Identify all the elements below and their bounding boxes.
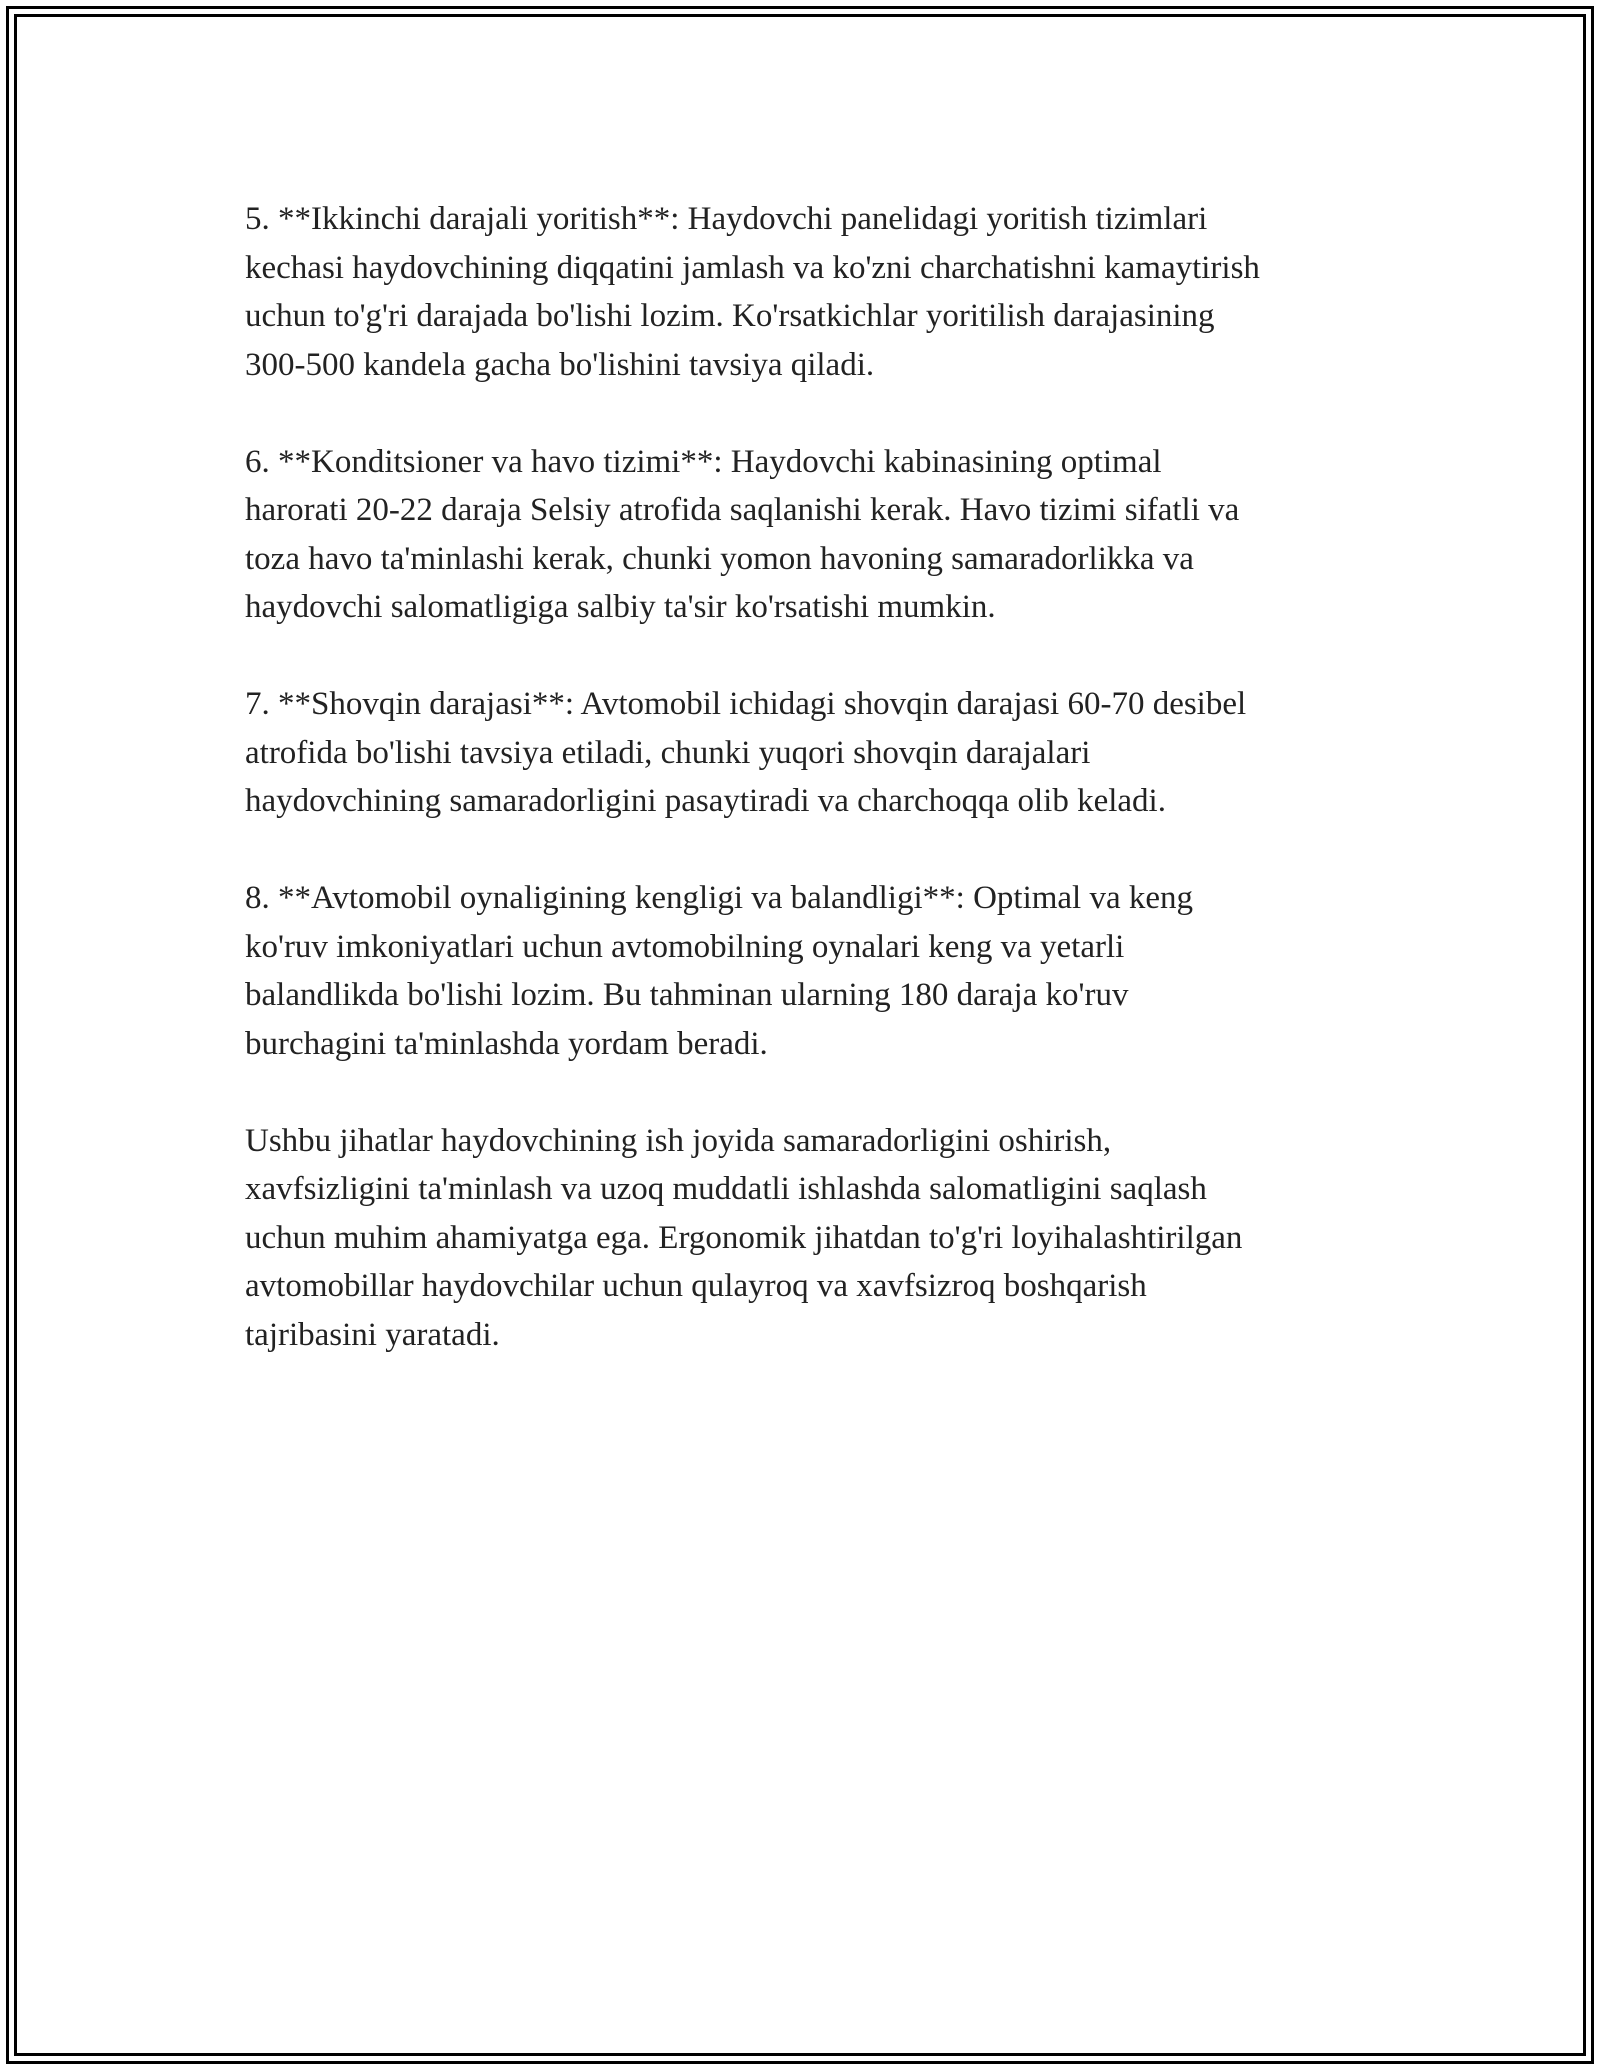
page-border <box>6 6 1594 2064</box>
paragraph-air-conditioning <box>245 438 1395 632</box>
text-line: ko'ruv imkoniyatlari uchun avtomobilning oynalari keng va yetarli <box>245 928 1125 965</box>
text-line: tajribasini yaratadi. <box>245 1316 500 1353</box>
text-line: avtomobillar haydovchilar uchun qulayroq va xavfsizroq boshqarish <box>245 1268 1147 1304</box>
text-line: haydovchining samaradorligini pasaytiradi va charchoqqa olib keladi. <box>245 783 1166 819</box>
paragraph-window-size <box>245 874 1395 1068</box>
text-line: Ushbu jihatlar haydovchining ish joyida samaradorligini oshirish, <box>245 1122 1112 1159</box>
text-line: 6. **Konditsioner va havo tizimi**: Haydovchi kabinasining optimal <box>245 443 1162 480</box>
text-line: kechasi haydovchining diqqatini jamlash va ko'zni charchatishni kamaytirish <box>245 249 1260 286</box>
text-line: balandlikda bo'lishi lozim. Bu tahminan ularning 180 daraja ko'ruv <box>245 977 1129 1013</box>
text-line: toza havo ta'minlashi kerak, chunki yomon havoning samaradorlikka va <box>245 540 1194 577</box>
text-line: 300-500 kandela gacha bo'lishini tavsiya qiladi. <box>245 346 875 383</box>
text-line: burchagini ta'minlashda yordam beradi. <box>245 1025 768 1062</box>
text-line: uchun to'g'ri darajada bo'lishi lozim. Ko'rsatkichlar yoritilish darajasining <box>245 298 1215 334</box>
text-line: atrofida bo'lishi tavsiya etiladi, chunki yuqori shovqin darajalari <box>245 734 1091 771</box>
text-line: haydovchi salomatligiga salbiy ta'sir ko'rsatishi mumkin. <box>245 589 996 625</box>
text-line: 8. **Avtomobil oynaligining kengligi va balandligi**: Optimal va keng <box>245 880 1194 916</box>
document-body <box>245 195 1395 1408</box>
text-line: xavfsizligini ta'minlash va uzoq muddatli ishlashda salomatligini saqlash <box>245 1171 1207 1207</box>
text-line: 5. **Ikkinchi darajali yoritish**: Haydovchi panelidagi yoritish tizimlari <box>245 201 1208 237</box>
text-line: uchun muhim ahamiyatga ega. Ergonomik jihatdan to'g'ri loyihalashtirilgan <box>245 1219 1243 1256</box>
text-line: harorati 20-22 daraja Selsiy atrofida saqlanishi kerak. Havo tizimi sifatli va <box>245 492 1240 528</box>
paragraph-noise-level <box>245 680 1395 826</box>
paragraph-lighting <box>245 195 1395 389</box>
paragraph-conclusion <box>245 1117 1395 1360</box>
text-line: 7. **Shovqin darajasi**: Avtomobil ichidagi shovqin darajasi 60-70 desibel <box>245 686 1247 722</box>
